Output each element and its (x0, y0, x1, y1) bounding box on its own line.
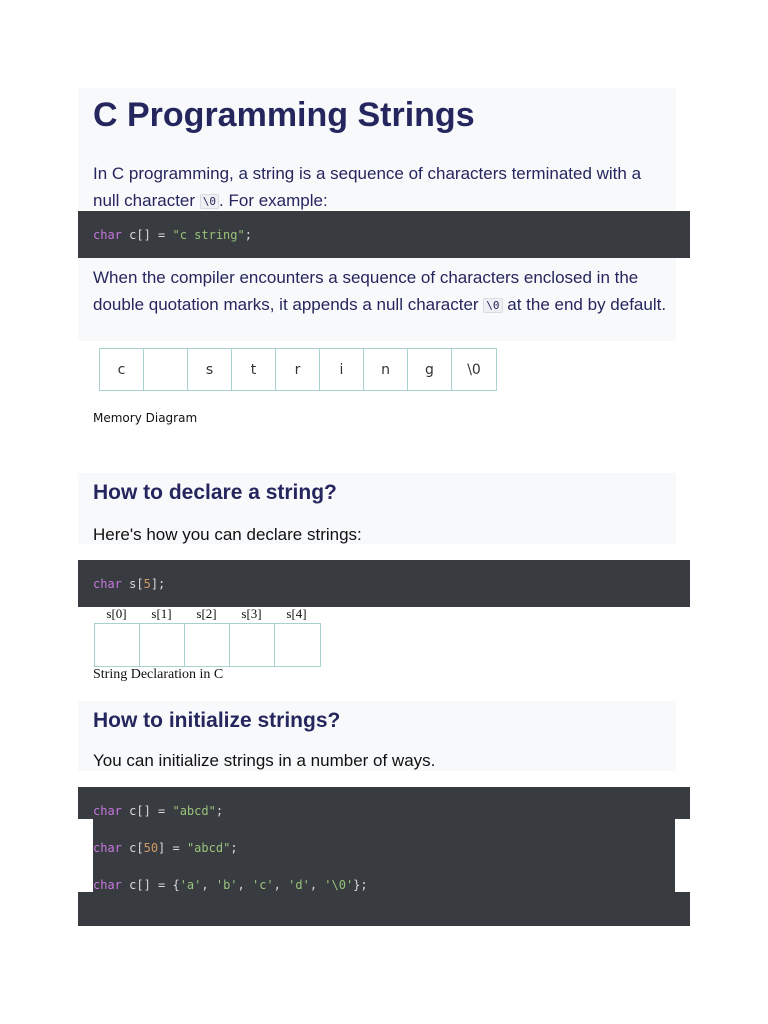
index-label: s[2] (196, 606, 217, 621)
declaration-cell (230, 624, 275, 666)
declare-paragraph: Here's how you can declare strings: (93, 525, 362, 544)
memory-diagram (99, 348, 497, 391)
declaration-cell (185, 624, 230, 666)
explanation-paragraph: When the compiler encounters a sequence of characters enclosed in the double quotation marks, it appends a null character \0 at the end by default. (93, 268, 667, 314)
memory-cell (144, 349, 188, 390)
memory-cell: r (276, 349, 320, 390)
edge-artifact-left (78, 819, 93, 892)
code-line: char c[50] = "abcd"; (93, 841, 238, 855)
declare-heading: How to declare a string? (93, 481, 337, 504)
code-block-example (78, 211, 690, 258)
code-line: char c[] = "c string"; (93, 228, 252, 242)
declaration-cell (275, 624, 320, 666)
init-paragraph: You can initialize strings in a number of ways. (93, 751, 436, 770)
null-char-code: \0 (483, 298, 502, 313)
declaration-labels (94, 606, 319, 622)
memory-cell: g (408, 349, 452, 390)
memory-cell: t (232, 349, 276, 390)
edge-artifact-right (675, 819, 690, 892)
memory-cell: \0 (467, 361, 481, 378)
code-line: char c[] = {'a', 'b', 'c', 'd', '\0'}; (93, 878, 368, 892)
code-block-declare (78, 560, 690, 607)
index-label: s[3] (241, 606, 262, 621)
code-line: char c[] = "abcd"; (93, 804, 224, 818)
init-heading: How to initialize strings? (93, 709, 341, 732)
declaration-cell (95, 624, 140, 666)
memory-diagram-caption: Memory Diagram (93, 411, 198, 425)
code-block-initialize (78, 787, 690, 926)
index-label: s[1] (151, 606, 172, 621)
declaration-cell (140, 624, 185, 666)
declaration-diagram (94, 623, 321, 667)
memory-cell: n (364, 349, 408, 390)
memory-cell: s (188, 349, 232, 390)
memory-cell: i (320, 349, 364, 390)
memory-cell: c (100, 349, 144, 390)
intro-paragraph: In C programming, a string is a sequence of characters terminated with a null character \0 . For example: (93, 164, 642, 210)
page-title: C Programming Strings (93, 96, 475, 134)
index-label: s[4] (286, 606, 307, 621)
code-line: char s[5]; (93, 577, 166, 591)
index-label: s[0] (106, 606, 127, 621)
null-char-code: \0 (200, 194, 219, 209)
declaration-caption: String Declaration in C (93, 667, 224, 682)
